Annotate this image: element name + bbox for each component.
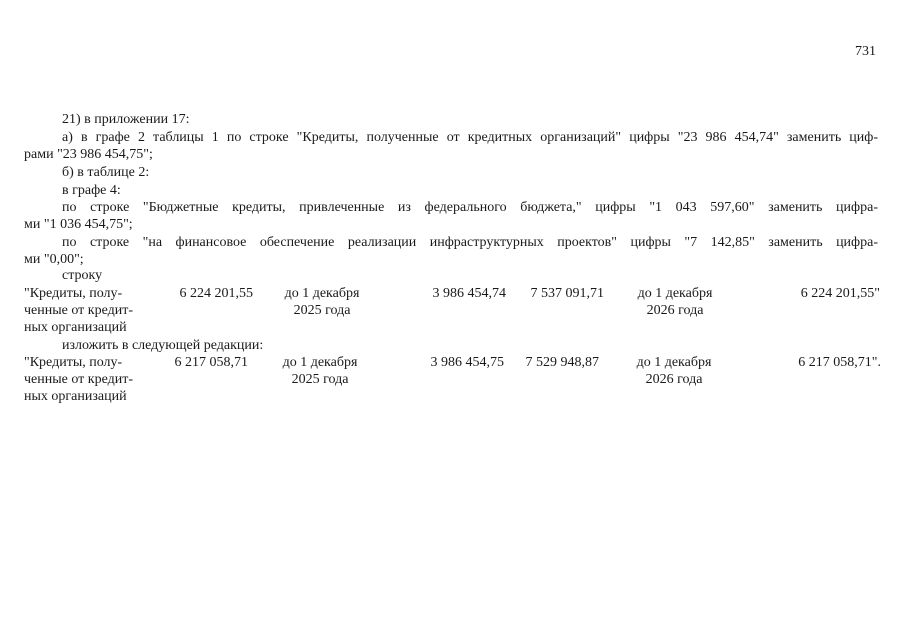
paragraph-a-line2: рами "23 986 454,75"; [24,147,153,162]
row-value-3: 7 537 091,71 [530,286,604,301]
row-name-line3: ных организаций [24,389,127,404]
row-term-2-line2: 2026 года [645,372,703,387]
paragraph-row-word: строку [62,268,103,283]
paragraph-new-edition: изложить в следующей редакции: [62,338,264,353]
row-value-2: 3 986 454,75 [430,355,504,370]
row-term-1-line2: 2025 года [291,372,349,387]
paragraph-column-4: в графе 4: [62,183,121,198]
row-term-2-line1: до 1 декабря [636,355,712,370]
paragraph-infrastructure-line1: по строке "на финансовое обеспечение реализации инфраструктурных проектов" цифры "7 142,85" заменить цифра- [62,235,878,250]
row-name-line2: ченные от кредит- [24,303,134,318]
row-term-1-line2: 2025 года [293,303,351,318]
row-value-2: 3 986 454,74 [432,286,506,301]
row-term-2-line2: 2026 года [646,303,704,318]
row-value-1: 6 224 201,55 [179,286,253,301]
row-value-3: 7 529 948,87 [525,355,599,370]
paragraph-item-21: 21) в приложении 17: [62,112,190,127]
row-name-line1: "Кредиты, полу- [24,355,123,370]
page-number: 731 [855,44,876,59]
paragraph-infrastructure-line2: ми "0,00"; [24,252,84,267]
paragraph-a-line1: а) в графе 2 таблицы 1 по строке "Кредиты, полученные от кредитных организаций" цифры "23 986 454,74" заменить циф- [62,130,878,145]
paragraph-b: б) в таблице 2: [62,165,150,180]
row-value-4: 6 217 058,71". [798,355,881,370]
paragraph-budget-credits-line1: по строке "Бюджетные кредиты, привлеченные из федерального бюджета," цифры "1 043 597,60" заменить цифра- [62,200,878,215]
row-name-line2: ченные от кредит- [24,372,134,387]
table-row-old [0,285,905,339]
row-value-4: 6 224 201,55" [800,286,880,301]
table-row-new [0,354,905,408]
row-term-2-line1: до 1 декабря [637,286,713,301]
row-name-line1: "Кредиты, полу- [24,286,123,301]
row-value-1: 6 217 058,71 [174,355,248,370]
paragraph-budget-credits-line2: ми "1 036 454,75"; [24,217,133,232]
row-term-1-line1: до 1 декабря [284,286,360,301]
row-term-1-line1: до 1 декабря [282,355,358,370]
row-name-line3: ных организаций [24,320,127,335]
